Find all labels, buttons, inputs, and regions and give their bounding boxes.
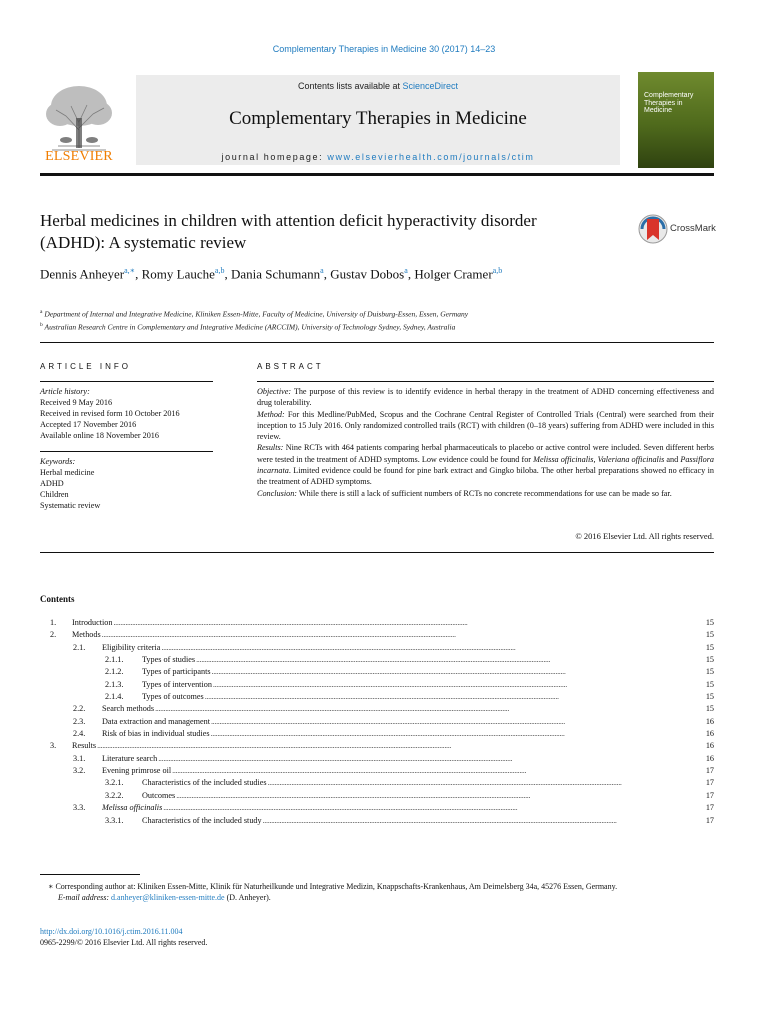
author-name[interactable]: Dennis Anheyer — [40, 266, 125, 282]
keywords-label: Keywords: — [40, 457, 76, 466]
toc-entry-number: 3.2.2. — [105, 790, 124, 800]
toc-entry[interactable] — [40, 753, 714, 765]
toc-leader-dots — [97, 740, 705, 752]
toc-entry-number: 3.2.1. — [105, 778, 124, 788]
affiliation-b-sup: b — [40, 322, 43, 328]
toc-entry-title: Eligibility criteria — [102, 642, 161, 652]
toc-entry[interactable] — [40, 802, 714, 814]
abstract-body — [257, 386, 714, 499]
toc-entry-number: 3.3. — [73, 803, 86, 813]
toc-entry-number: 3.1. — [73, 753, 86, 763]
abstract-heading: ABSTRACT — [257, 362, 324, 371]
affiliation-b — [40, 320, 720, 333]
keywords-rule — [40, 451, 213, 452]
toc-entry-number: 2.1.1. — [105, 655, 124, 665]
toc-entry-number: 2.1. — [73, 642, 86, 652]
corresponding-mark: ∗ — [48, 882, 54, 891]
toc-entry[interactable] — [40, 790, 714, 802]
article-info-heading: ARTICLE INFO — [40, 362, 131, 371]
toc-entry-page: 15 — [705, 618, 714, 627]
toc-entry-page: 17 — [705, 766, 714, 776]
results-text-3: . Limited evidence could be found for pine bark extract and Gingko biloba. The other herbal preparations showed no efficacy in the treatment of ADHD symptoms. — [257, 466, 714, 487]
affiliation-b-text: Australian Research Centre in Complementary and Integrative Medicine (ARCCIM), University of Technology Sydney, Sydney, Australia — [44, 322, 456, 332]
toc-entry[interactable] — [40, 716, 714, 728]
abstract-bottom-rule — [40, 552, 714, 553]
toc-leader-dots — [172, 765, 705, 777]
email-label: E-mail address: — [58, 893, 110, 902]
toc-leader-dots — [102, 629, 705, 641]
keyword-item: Herbal medicine — [40, 468, 95, 477]
toc-entry-page: 16 — [705, 729, 714, 739]
toc-entry[interactable] — [40, 815, 714, 827]
corresponding-text: Corresponding author at: Kliniken Essen-Mitte, Klinik für Naturheilkunde und Integrative Medizin, Knappschafts-Krankenhaus, Am Deimelsberg 34a, 45276 Essen, Germany. — [55, 882, 618, 891]
toc-entry[interactable] — [40, 642, 714, 654]
toc-entry-page: 17 — [705, 815, 714, 825]
toc-leader-dots — [268, 777, 705, 789]
author-affiliation-sup[interactable]: a,b — [492, 266, 503, 275]
toc-entry-title: Risk of bias in individual studies — [102, 729, 210, 739]
abstract-rule — [257, 381, 714, 382]
toc-entry[interactable] — [40, 629, 714, 641]
toc-entry-number: 2.1.4. — [105, 692, 124, 702]
toc-entry-page: 15 — [705, 679, 714, 689]
email-suffix: (D. Anheyer). — [224, 893, 271, 902]
toc-leader-dots — [205, 691, 705, 703]
homepage-link[interactable]: www.elsevierhealth.com/journals/ctim — [327, 152, 535, 162]
abstract-conclusion — [257, 488, 714, 499]
results-text-1: Nine RCTs with 464 patients comparing herbal pharmaceuticals to placebo or active control were included. Seven different herbs were tested in the treatment of ADHD symptoms. Low evidence could be found for — [257, 443, 714, 464]
history-label: Article history: — [40, 387, 90, 396]
toc-entry[interactable] — [40, 728, 714, 740]
toc-entry-page: 16 — [705, 716, 714, 726]
toc-entry[interactable] — [40, 654, 714, 666]
toc-entry-title: Introduction — [72, 618, 113, 627]
toc-entry-number: 2. — [50, 630, 57, 640]
header-rule — [40, 173, 714, 176]
contents-available-line — [136, 81, 620, 91]
title-rule — [40, 342, 714, 343]
toc-entry[interactable] — [40, 765, 714, 777]
table-of-contents — [40, 617, 714, 827]
toc-entry-number: 2.4. — [73, 729, 86, 739]
affiliation-a-text: Department of Internal and Integrative Medicine, Kliniken Essen-Mitte, Faculty of Medicine, University of Duisburg-Essen, Essen, Germany — [44, 309, 469, 319]
toc-entry-title: Types of outcomes — [142, 692, 204, 702]
toc-entry-number: 3.2. — [73, 766, 86, 776]
toc-entry-title: Results — [72, 741, 97, 751]
elsevier-wordmark: ELSEVIER — [45, 149, 113, 164]
toc-entry-title: Search methods — [102, 704, 155, 714]
crossmark-button[interactable] — [638, 213, 718, 245]
journal-cover-image[interactable] — [638, 72, 714, 168]
toc-entry[interactable] — [40, 666, 714, 678]
toc-entry-title: Outcomes — [142, 790, 176, 800]
footnote-rule — [40, 874, 140, 875]
toc-entry[interactable] — [40, 679, 714, 691]
toc-entry-page: 17 — [705, 803, 714, 813]
toc-entry-page: 16 — [705, 753, 714, 763]
crossmark-icon — [638, 213, 668, 245]
abstract-objective — [257, 386, 714, 409]
toc-entry-page: 15 — [705, 667, 714, 677]
affiliation-a — [40, 307, 720, 320]
toc-leader-dots — [176, 790, 705, 802]
author-list — [40, 266, 720, 282]
journal-homepage-line — [136, 152, 620, 162]
contents-heading: Contents — [40, 594, 75, 604]
toc-entry[interactable] — [40, 617, 714, 629]
toc-entry[interactable] — [40, 691, 714, 703]
abstract-copyright: © 2016 Elsevier Ltd. All rights reserved. — [575, 531, 714, 541]
article-history — [40, 386, 215, 441]
toc-entry-title: Types of studies — [142, 655, 196, 665]
results-herb-2: Passiflora incarnata — [257, 454, 714, 476]
objective-text: The purpose of this review is to identify evidence in herbal therapy in the treatment of ADHD concerning effectiveness and drug tolerability. — [257, 387, 714, 408]
history-accepted: Accepted 17 November 2016 — [40, 420, 137, 429]
author-affiliation-sup[interactable]: a,b — [214, 266, 225, 275]
toc-entry-page: 15 — [705, 630, 714, 640]
toc-leader-dots — [196, 654, 705, 666]
abstract-results — [257, 442, 714, 487]
issn-line: 0965-2299/© 2016 Elsevier Ltd. All rights reserved. — [40, 938, 208, 947]
author-separator: , — [224, 266, 231, 282]
toc-leader-dots — [211, 716, 705, 728]
crossmark-label: CrossMark — [670, 223, 716, 234]
toc-entry-number: 1. — [50, 618, 57, 627]
keyword-item: ADHD — [40, 479, 64, 488]
toc-leader-dots — [213, 679, 705, 691]
toc-entry-title: Characteristics of the included studies — [142, 778, 267, 788]
sciencedirect-link[interactable]: ScienceDirect — [402, 81, 459, 91]
toc-entry-page: 15 — [705, 642, 714, 652]
toc-entry-page: 16 — [705, 741, 714, 751]
toc-leader-dots — [113, 617, 704, 629]
toc-entry-title: Evening primrose oil — [102, 766, 172, 776]
author-name[interactable]: Gustav Dobos — [330, 266, 405, 282]
journal-citation[interactable]: Complementary Therapies in Medicine 30 (2017) 14–23 — [272, 44, 496, 54]
history-online: Available online 18 November 2016 — [40, 431, 159, 440]
keywords — [40, 456, 215, 511]
toc-entry-page: 17 — [705, 778, 714, 788]
author-affiliation-sup[interactable]: a,∗ — [124, 266, 136, 275]
author-separator: , — [323, 266, 331, 282]
affiliation-a-sup: a — [40, 309, 43, 315]
doi-link[interactable]: http://dx.doi.org/10.1016/j.ctim.2016.11.004 — [40, 927, 183, 936]
keyword-item: Systematic review — [40, 501, 101, 510]
contents-prefix: Contents lists available at — [297, 81, 403, 91]
results-herb-1: Melissa officinalis, Valeriana officinalis — [533, 454, 665, 464]
results-text-2: and — [664, 454, 681, 464]
toc-leader-dots — [161, 642, 704, 654]
author-name[interactable]: Dania Schumann — [230, 266, 321, 282]
email-line — [40, 892, 714, 903]
toc-entry-title: Data extraction and management — [102, 716, 210, 726]
results-label: Results: — [257, 443, 284, 453]
toc-entry-page: 17 — [705, 790, 714, 800]
toc-entry-number: 2.1.2. — [105, 667, 124, 677]
corresponding-author-note — [40, 881, 714, 892]
toc-entry-number: 3.3.1. — [105, 815, 124, 825]
email-link[interactable]: d.anheyer@kliniken-essen-mitte.de — [111, 893, 225, 902]
toc-entry-title: Types of participants — [142, 667, 211, 677]
toc-entry-page: 15 — [705, 655, 714, 665]
keyword-item: Children — [40, 490, 69, 499]
author-affiliation-sup[interactable]: a — [404, 266, 408, 275]
toc-leader-dots — [212, 666, 705, 678]
toc-entry-number: 2.3. — [73, 716, 86, 726]
toc-leader-dots — [263, 815, 705, 827]
toc-entry[interactable] — [40, 703, 714, 715]
toc-entry-title: Melissa officinalis — [102, 803, 163, 813]
toc-entry-number: 2.1.3. — [105, 679, 124, 689]
homepage-prefix: journal homepage: — [221, 152, 328, 162]
affiliations — [40, 307, 720, 333]
toc-entry-page: 15 — [705, 704, 714, 714]
method-text: For this Medline/PubMed, Scopus and the Cochrane Central Register of Controlled Trials (Central) were searched from their inception to 15 July 2016. Only randomized controlled trails (RCT) with children (0–18 years) suffering from ADHD were included in this review. — [257, 409, 714, 442]
author-separator: , — [407, 266, 415, 282]
author-name[interactable]: Holger Cramer — [414, 266, 493, 282]
toc-entry-title: Methods — [72, 630, 101, 640]
corresponding-author-footnote — [40, 881, 714, 903]
toc-entry-title: Types of intervention — [142, 679, 212, 689]
toc-entry[interactable] — [40, 777, 714, 789]
toc-entry-title: Characteristics of the included study — [142, 815, 262, 825]
toc-leader-dots — [211, 728, 705, 740]
toc-entry-number: 2.2. — [73, 704, 86, 714]
toc-leader-dots — [163, 802, 705, 814]
method-label: Method: — [257, 409, 285, 419]
history-revised: Received in revised form 10 October 2016 — [40, 409, 180, 418]
conclusion-text: While there is still a lack of sufficient numbers of RCTs no concrete recommendations for use can be made so far. — [297, 488, 672, 498]
conclusion-label: Conclusion: — [257, 488, 298, 498]
toc-entry-title: Literature search — [102, 753, 158, 763]
toc-leader-dots — [158, 753, 705, 765]
author-affiliation-sup[interactable]: a — [320, 266, 324, 275]
article-info-rule — [40, 381, 213, 382]
toc-entry-page: 15 — [705, 692, 714, 702]
toc-entry[interactable] — [40, 740, 714, 752]
history-received: Received 9 May 2016 — [40, 398, 113, 407]
toc-leader-dots — [155, 703, 705, 715]
article-title: Herbal medicines in children with attention deficit hyperactivity disorder (ADHD): A systematic review — [40, 211, 537, 252]
journal-name: Complementary Therapies in Medicine — [229, 108, 527, 129]
author-name[interactable]: Romy Lauche — [141, 266, 215, 282]
abstract-method — [257, 409, 714, 443]
cover-title: Complementary Therapies in Medicine — [644, 92, 694, 114]
toc-entry-number: 3. — [50, 741, 57, 751]
author-separator: , — [135, 266, 142, 282]
objective-label: Objective: — [257, 387, 292, 396]
